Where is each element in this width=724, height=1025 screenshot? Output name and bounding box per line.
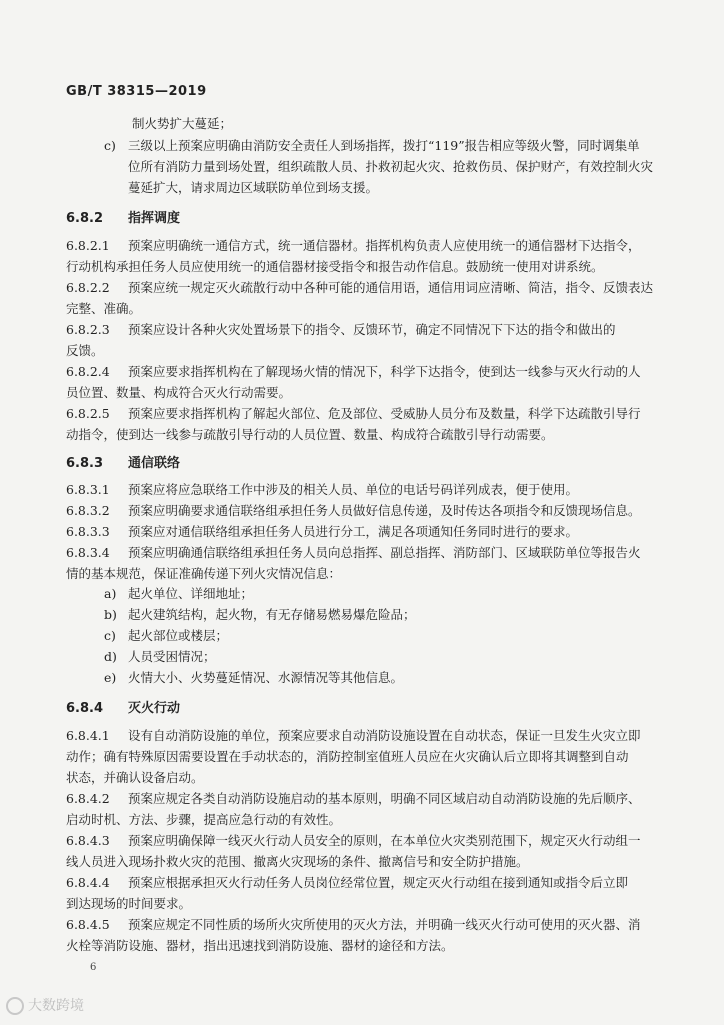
clause-6-8-2-1: 6.8.2.1 预案应明确统一通信方式，统一通信器材。指挥机构负责人应使用统一的通信器材下达指令，: [66, 238, 641, 253]
text-line: 三级以上预案应明确由消防安全责任人到场指挥，拨打“119”报告相应等级火警，同时调集单: [128, 138, 640, 153]
clause-6-8-3-1: 6.8.3.1 预案应将应急联络工作中涉及的相关人员、单位的电话号码详列成表，便于使用。: [66, 482, 579, 497]
list-marker: c): [104, 628, 116, 643]
text-line: 行动机构承担任务人员应使用统一的通信器材接受指令和报告动作信息。鼓励统一使用对讲系统。: [66, 259, 604, 274]
watermark: 大数跨境: [6, 995, 84, 1015]
section-heading-6-8-3: 6.8.3 通信联络: [66, 456, 181, 471]
text-line: 启动时机、方法、步骤，提高应急行动的有效性。: [66, 812, 342, 827]
clause-6-8-3-2: 6.8.3.2 预案应明确要求通信联络组承担任务人员做好信息传递，及时传达各项指令和反馈现场信息。: [66, 503, 641, 518]
list-item-c: [104, 137, 640, 155]
clause-6-8-3-4: 6.8.3.4 预案应明确通信联络组承担任务人员向总指挥、副总指挥、消防部门、区域联防单位等报告火: [66, 545, 641, 560]
clause-6-8-2-2: 6.8.2.2 预案应统一规定灭火疏散行动中各种可能的通信用语，通信用词应清晰、简洁，指令、反馈表达: [66, 280, 654, 295]
text-line: 到达现场的时间要求。: [66, 896, 192, 911]
text-line: 位所有消防力量到场处置，组织疏散人员、扑救初起火灾、抢救伤员、保护财产，有效控制火灾: [128, 159, 654, 174]
list-item: c) 起火部位或楼层；: [104, 628, 229, 643]
text-line: 火栓等消防设施、器材，指出迅速找到消防设施、器材的途径和方法。: [66, 938, 454, 953]
list-item: a) 起火单位、详细地址；: [104, 586, 254, 601]
clause-6-8-4-5: 6.8.4.5 预案应规定不同性质的场所火灾所使用的灭火方法，并明确一线灭火行动可使用的灭火器、消: [66, 917, 641, 932]
clause-6-8-4-1: 6.8.4.1 设有自动消防设施的单位，预案应要求自动消防设施设置在自动状态，保证一旦发生火灾立即: [66, 728, 641, 743]
clause-6-8-4-4: 6.8.4.4 预案应根据承担灭火行动任务人员岗位经常位置，规定灭火行动组在接到通知或指令后立即: [66, 875, 629, 890]
standard-number: GB/T 38315—2019: [66, 84, 207, 99]
list-marker: a): [104, 586, 117, 601]
text-line: 完整、准确。: [66, 301, 142, 316]
text-line: 动指令，使到达一线参与疏散引导行动的人员位置、数量、构成符合疏散引导行动需要。: [66, 427, 554, 442]
watermark-logo-icon: [6, 997, 24, 1015]
list-marker: c): [104, 138, 116, 153]
list-item: d) 人员受困情况；: [104, 649, 216, 664]
clause-6-8-4-3: 6.8.4.3 预案应明确保障一线灭火行动人员安全的原则，在本单位火灾类别范围下，规定灭火行动组一: [66, 833, 641, 848]
list-item: b) 起火建筑结构，起火物，有无存储易燃易爆危险品；: [104, 607, 416, 622]
text-line: 员位置、数量、构成符合灭火行动需要。: [66, 385, 292, 400]
text-line: 情的基本规范，保证准确传递下列火灾情况信息：: [66, 566, 342, 581]
clause-6-8-3-3: 6.8.3.3 预案应对通信联络组承担任务人员进行分工，满足各项通知任务同时进行的要求。: [66, 524, 579, 539]
clause-6-8-4-2: 6.8.4.2 预案应规定各类自动消防设施启动的基本原则，明确不同区域启动自动消防设施的先后顺序、: [66, 791, 641, 806]
clause-6-8-2-3: 6.8.2.3 预案应设计各种火灾处置场景下的指令、反馈环节，确定不同情况下下达的指令和做出的: [66, 322, 616, 337]
text-line: 状态，并确认设备启动。: [66, 770, 204, 785]
list-marker: b): [104, 607, 117, 622]
list-item: e) 火情大小、火势蔓延情况、水源情况等其他信息。: [104, 670, 404, 685]
page-number: 6: [90, 962, 97, 973]
list-marker: d): [104, 649, 117, 664]
text-line: 动作；确有特殊原因需要设置在手动状态的，消防控制室值班人员应在火灾确认后立即将其调整到自动: [66, 749, 629, 764]
text-line: 线人员进入现场扑救火灾的范围、撤离火灾现场的条件、撤离信号和安全防护措施。: [66, 854, 529, 869]
clause-6-8-2-4: 6.8.2.4 预案应要求指挥机构在了解现场火情的情况下，科学下达指令，使到达一线参与灭火行动的人: [66, 364, 641, 379]
text-line: 制火势扩大蔓延；: [132, 116, 233, 131]
section-heading-6-8-4: 6.8.4 灭火行动: [66, 701, 181, 716]
section-heading-6-8-2: 6.8.2 指挥调度: [66, 211, 181, 226]
clause-6-8-2-5: 6.8.2.5 预案应要求指挥机构了解起火部位、危及部位、受威胁人员分布及数量，科学下达疏散引导行: [66, 406, 641, 421]
text-line: 反馈。: [66, 343, 104, 358]
text-line: 蔓延扩大，请求周边区域联防单位到场支援。: [128, 180, 379, 195]
list-marker: e): [104, 670, 117, 685]
